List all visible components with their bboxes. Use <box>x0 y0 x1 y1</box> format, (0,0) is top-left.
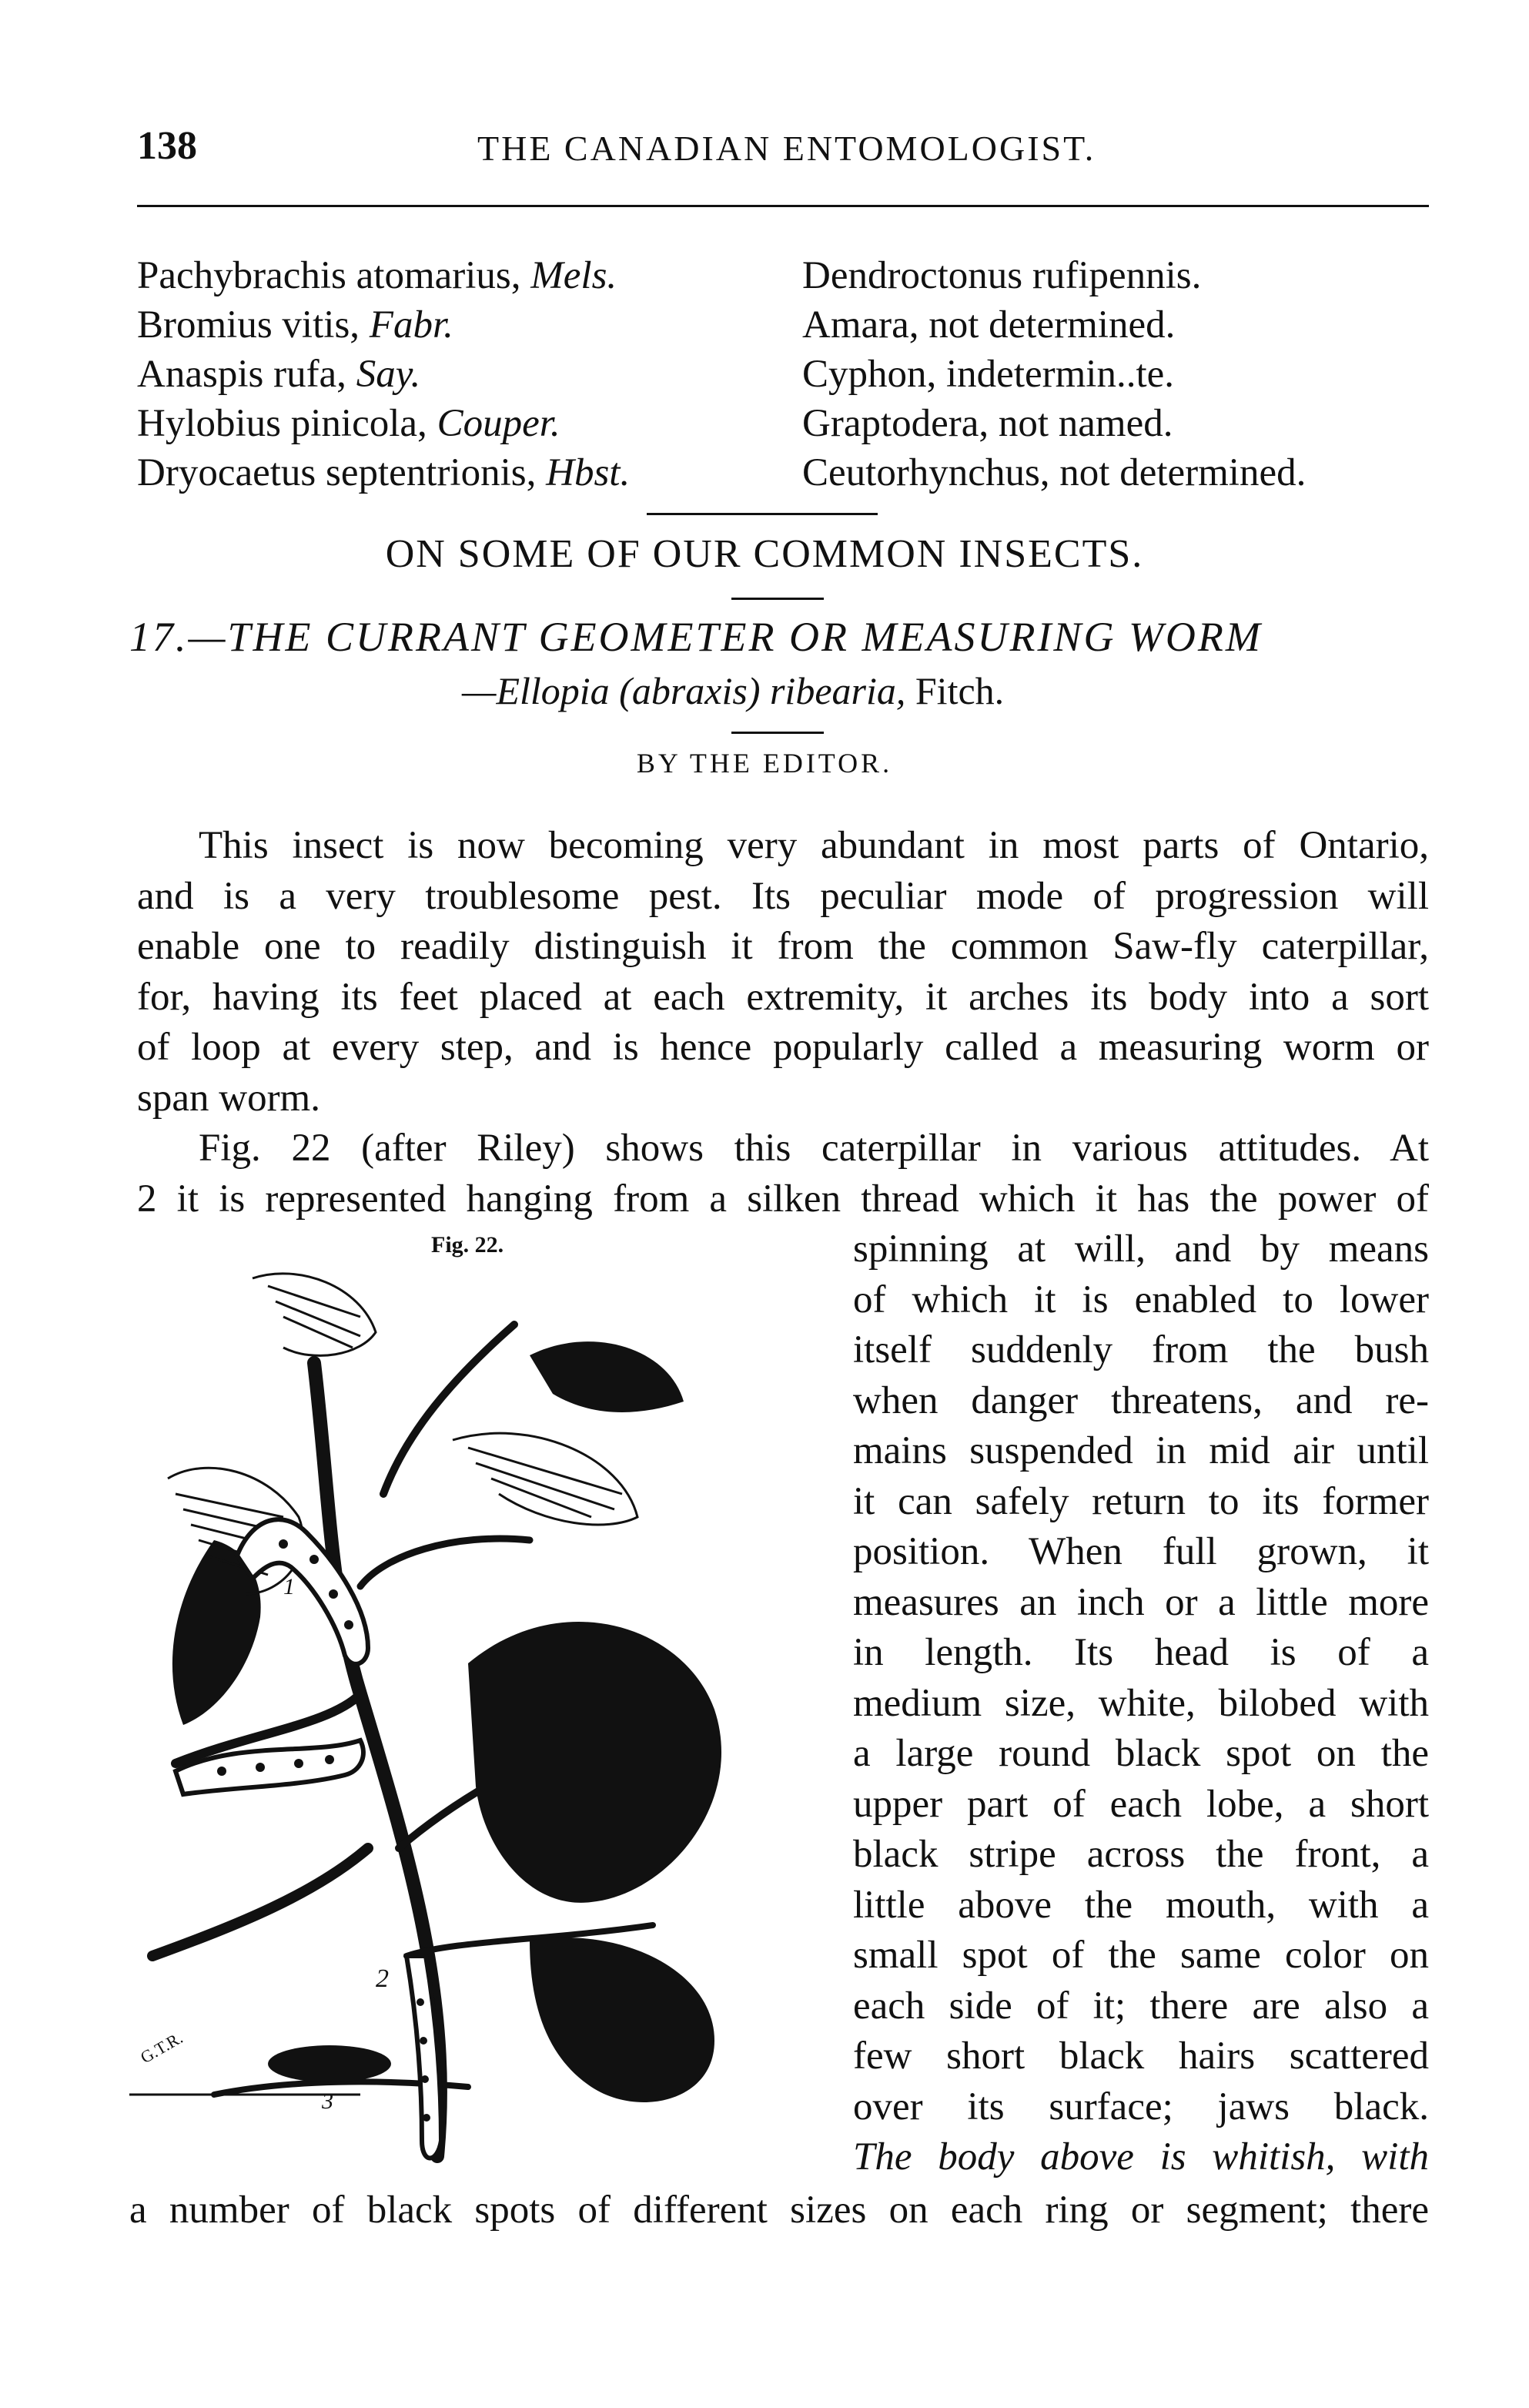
figure-illustration <box>129 1263 838 2187</box>
text-line: small spot of the same color on <box>853 1934 1429 1977</box>
text-line: few short black hairs scattered <box>853 2035 1429 2078</box>
text-line: measures an inch or a little more <box>853 1580 1429 1624</box>
text-line: mains suspended in mid air until <box>853 1429 1429 1472</box>
title-rule <box>731 598 824 600</box>
section-title: ON SOME OF OUR COMMON INSECTS. <box>385 532 1144 576</box>
species-list-left <box>137 251 630 497</box>
paragraph-2-bottom <box>129 2185 1429 2236</box>
subtitle-rule <box>731 732 824 734</box>
text-line: over its surface; jaws black. <box>853 2085 1429 2128</box>
paragraph-2-top <box>137 1124 1429 1224</box>
list-item: Hylobius pinicola, Couper. <box>137 402 560 445</box>
article-title: 17.—THE CURRANT GEOMETER OR MEASURING WORM <box>129 614 1263 660</box>
species-list-right <box>802 251 1306 497</box>
list-item: Dendroctonus rufipennis. <box>802 254 1202 297</box>
text-line: each side of it; there are also a <box>853 1984 1429 2028</box>
figure-annotation: 2 <box>376 1964 389 1993</box>
figure-label: Fig. 22. <box>431 1232 504 1258</box>
paragraph-1 <box>137 821 1429 1124</box>
text-line: a large round black spot on the <box>853 1732 1429 1775</box>
text-line: Fig. 22 (after Riley) shows this caterpillar in various attitudes. At <box>199 1127 1429 1170</box>
list-item: Graptodera, not named. <box>802 402 1173 445</box>
text-line: span worm. <box>137 1076 320 1120</box>
text-line: for, having its feet placed at each extremity, it arches its body into a sort <box>137 975 1429 1019</box>
text-line: black stripe across the front, a <box>853 1833 1429 1876</box>
page-number: 138 <box>137 124 197 168</box>
list-item: Amara, not determined. <box>802 303 1176 347</box>
text-line: medium size, white, bilobed with <box>853 1681 1429 1725</box>
text-line: it can safely return to its former <box>853 1479 1429 1523</box>
list-item: Bromius vitis, Fabr. <box>137 303 453 347</box>
article-subtitle: —Ellopia (abraxis) ribearia, Fitch. <box>462 669 1005 712</box>
text-line: 2 it is represented hanging from a silken thread which it has the power of <box>137 1177 1429 1221</box>
text-line: little above the mouth, with a <box>853 1883 1429 1927</box>
figure-annotation: G.T.R. <box>137 2028 186 2068</box>
paragraph-2-wrapped <box>853 1224 1429 2183</box>
text-line: position. When full grown, it <box>853 1530 1429 1573</box>
text-line: The body above is whitish, with <box>853 2135 1429 2179</box>
list-item: Anaspis rufa, Say. <box>137 353 421 396</box>
text-line: a number of black spots of different sizes on each ring or segment; there <box>129 2189 1429 2232</box>
text-line: upper part of each lobe, a short <box>853 1782 1429 1826</box>
text-line: of which it is enabled to lower <box>853 1278 1429 1321</box>
list-item: Cyphon, indetermin..te. <box>802 353 1175 396</box>
list-item: Ceutorhynchus, not determined. <box>802 451 1307 494</box>
section-rule <box>647 513 878 515</box>
text-line: itself suddenly from the bush <box>853 1328 1429 1371</box>
byline: BY THE EDITOR. <box>636 748 893 779</box>
text-line: enable one to readily distinguish it from the common Saw-fly caterpillar, <box>137 925 1429 968</box>
list-item: Pachybrachis atomarius, Mels. <box>137 254 617 297</box>
text-line: in length. Its head is of a <box>853 1631 1429 1674</box>
figure-annotation: 1 <box>283 1574 295 1599</box>
text-line: spinning at will, and by means <box>853 1227 1429 1271</box>
text-line: This insect is now becoming very abundant in most parts of Ontario, <box>199 824 1429 867</box>
running-title: THE CANADIAN ENTOMOLOGIST. <box>477 129 1096 168</box>
header-rule <box>137 205 1429 207</box>
text-line: when danger threatens, and re- <box>853 1378 1429 1422</box>
figure-annotation: 3 <box>322 2088 333 2114</box>
list-item: Dryocaetus septentrionis, Hbst. <box>137 451 631 494</box>
text-line: of loop at every step, and is hence popularly called a measuring worm or <box>137 1026 1429 1069</box>
text-line: and is a very troublesome pest. Its peculiar mode of progression will <box>137 874 1429 918</box>
